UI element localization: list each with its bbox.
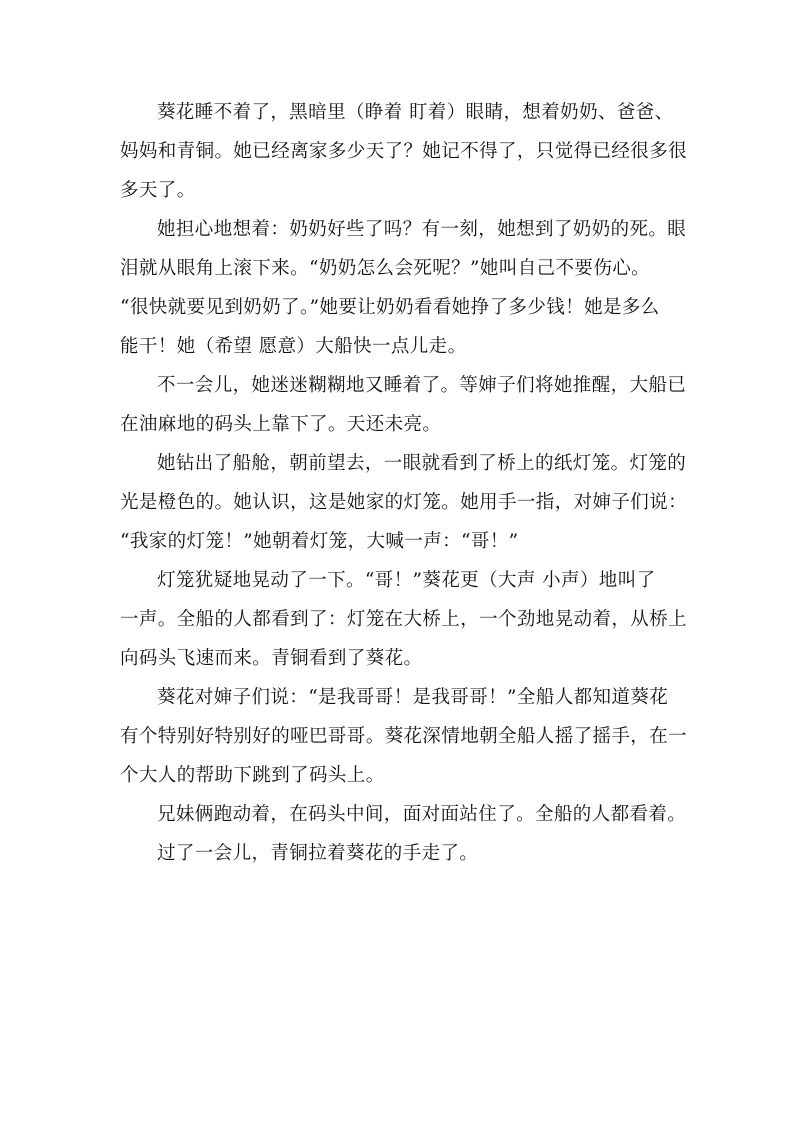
paragraph-6 [120,678,688,795]
paragraph-line: “很快就要见到奶奶了。”她要让奶奶看看她挣了多少钱！她是多么 [120,297,660,318]
paragraph-line: 兄妹俩跑动着，在码头中间，面对面站住了。全船的人都看着。 [157,804,687,825]
paragraph-line: 她钻出了船舱，朝前望去，一眼就看到了桥上的纸灯笼。灯笼的 [157,453,687,474]
paragraph-line: 多天了。 [120,180,196,201]
paragraph-line: 她担心地想着：奶奶好些了吗？有一刻，她想到了奶奶的死。眼 [157,219,687,240]
paragraph-line: 个大人的帮助下跳到了码头上。 [120,765,385,786]
paragraph-7 [120,795,687,834]
paragraph-line: 一声。全船的人都看到了：灯笼在大桥上，一个劲地晃动着，从桥上 [120,609,688,630]
paragraph-4 [120,444,688,561]
paragraph-line: 有个特别好特别好的哑巴哥哥。葵花深情地朝全船人摇了摇手，在一 [120,726,688,747]
paragraph-line: 能干！她（希望 愿意）大船快一点儿走。 [120,336,467,357]
paragraph-3 [120,366,687,444]
paragraph-line: 过了一会儿，青铜拉着葵花的手走了。 [157,843,479,864]
paragraph-line: 妈妈和青铜。她已经离家多少天了？她记不得了，只觉得已经很多很 [120,141,688,162]
paragraph-line: 光是橙色的。她认识，这是她家的灯笼。她用手一指，对婶子们说： [120,492,688,513]
paragraph-line: 不一会儿，她迷迷糊糊地又睡着了。等婶子们将她推醒，大船已 [157,375,687,396]
paragraph-line: 泪就从眼角上滚下来。“奶奶怎么会死呢？”她叫自己不要伤心。 [120,258,651,279]
paragraph-line: 灯笼犹疑地晃动了一下。“哥！”葵花更（大声 小声）地叫了 [157,570,656,591]
paragraph-line: 葵花对婶子们说：“是我哥哥！是我哥哥！”全船人都知道葵花 [157,687,669,708]
paragraph-2 [120,210,687,366]
paragraph-line: 葵花睡不着了，黑暗里（睁着 盯着）眼睛，想着奶奶、爸爸、 [157,102,674,123]
story-text [120,93,688,873]
paragraph-line: “我家的灯笼！”她朝着灯笼，大喊一声：“哥！” [120,531,519,552]
paragraph-1 [120,93,688,210]
paragraph-line: 在油麻地的码头上靠下了。天还未亮。 [120,414,442,435]
paragraph-8 [120,834,680,873]
paragraph-line: 向码头飞速而来。青铜看到了葵花。 [120,648,423,669]
paragraph-5 [120,561,688,678]
